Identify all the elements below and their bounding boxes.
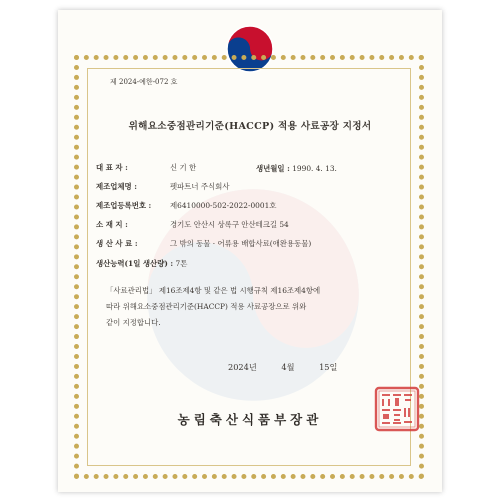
issue-date-month: 4월 xyxy=(281,362,295,372)
registration-label: 제조업등록번호 : xyxy=(96,201,152,210)
birth-value: 1990. 4. 13. xyxy=(292,164,337,173)
issue-date-day: 15일 xyxy=(319,362,338,372)
issuer-name: 농림축산식품부장관 xyxy=(177,412,323,427)
certificate-paper xyxy=(58,10,442,492)
certificate-title: 위해요소중점관리기준(HACCP) 적용 사료공장 지정서 xyxy=(128,121,372,132)
representative-value: 신 기 한 xyxy=(170,163,197,172)
registration-row xyxy=(96,201,276,211)
company-value: 펫파트너 주식회사 xyxy=(170,182,230,191)
address-label: 소 재 지 : xyxy=(96,220,128,229)
certificate-number: 제 2024-예한-072 호 xyxy=(110,78,178,86)
representative-row xyxy=(96,163,196,173)
capacity-label: 생산능력(1일 생산량) : xyxy=(96,259,174,268)
birth-row xyxy=(256,163,337,174)
capacity-row xyxy=(96,259,187,269)
issue-date-year: 2024년 xyxy=(228,362,257,372)
company-label: 제조업체명 : xyxy=(96,182,137,191)
feed-row xyxy=(96,239,311,249)
feed-value: 그 밖의 동물 · 어류용 배합사료(애완용동물) xyxy=(170,239,312,248)
feed-label: 생 산 사 료 : xyxy=(96,239,138,248)
official-seal-stamp xyxy=(374,386,420,432)
address-row xyxy=(96,220,289,230)
birth-label: 생년월일 : xyxy=(256,164,290,173)
address-value: 경기도 안산시 상록구 안산테크길 54 xyxy=(170,220,289,229)
capacity-value: 7톤 xyxy=(175,259,188,268)
company-row xyxy=(96,182,229,192)
representative-label: 대 표 자 : xyxy=(96,163,128,172)
certificate-body-text: 「사료관리법」 제16조제4항 및 같은 법 시행규칙 제16조제4항에 따라 위해요소중점관리기준(HACCP) 적용 사료공장으로 위와 같이 지정합니다. xyxy=(106,286,321,327)
registration-value: 제6410000-502-2022-0001호 xyxy=(170,201,277,210)
issue-date xyxy=(228,362,337,373)
